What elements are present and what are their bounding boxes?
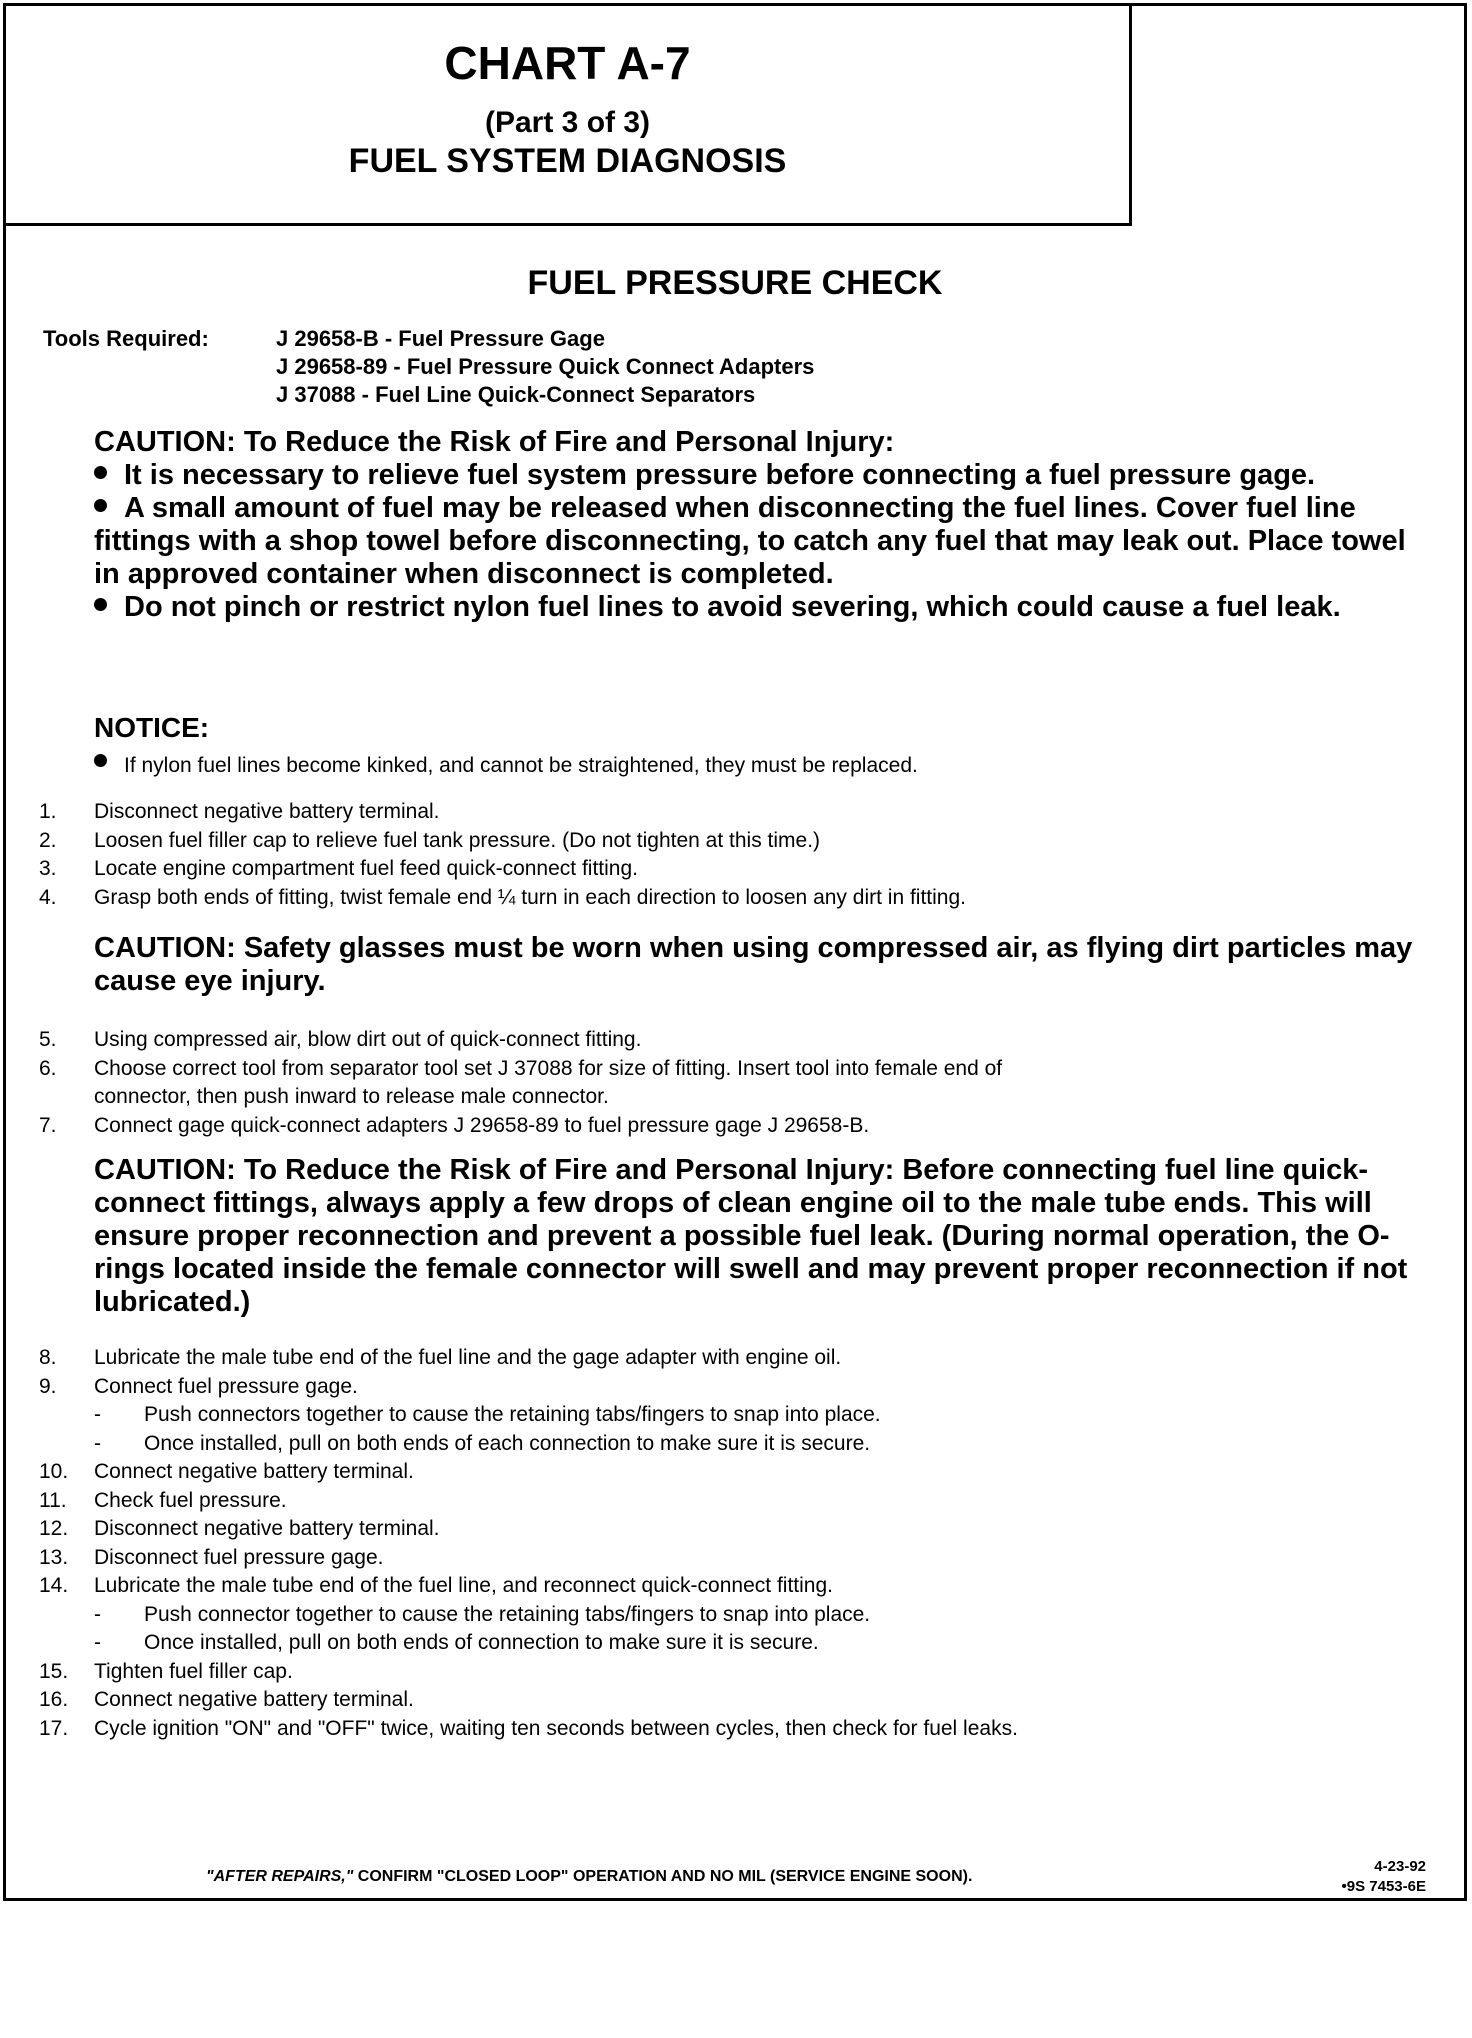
tools-label: Tools Required: — [43, 326, 209, 351]
document-date: 4-23-92 — [1374, 1858, 1426, 1875]
notice-heading: NOTICE: — [94, 712, 210, 743]
step-item — [39, 1112, 1002, 1141]
step-text: Lubricate the male tube end of the fuel line, and reconnect quick-connect fitting. — [94, 1574, 833, 1597]
step-text: Locate engine compartment fuel feed quick-connect fitting. — [94, 857, 638, 880]
caution-quick-connect — [94, 1154, 1414, 1319]
bullet-icon — [94, 470, 124, 484]
step-item — [39, 1344, 1018, 1373]
step-number: 7. — [39, 1113, 57, 1137]
step-text: Disconnect negative battery terminal. — [94, 800, 440, 823]
dash-marker: - — [94, 1403, 101, 1426]
step-item — [39, 1515, 1018, 1544]
step-number: 9. — [39, 1374, 57, 1398]
caution-bullet: It is necessary to relieve fuel system pressure before connecting a fuel pressure gage. — [94, 459, 1414, 492]
tool-item: J 29658-89 - Fuel Pressure Quick Connect Adapters — [276, 354, 815, 379]
step-item — [39, 1055, 1002, 1084]
chart-sheet — [3, 3, 1467, 1901]
step-item — [39, 1487, 1018, 1516]
step-text: Connect negative battery terminal. — [94, 1460, 414, 1483]
footer-note: "AFTER REPAIRS," CONFIRM "CLOSED LOOP" OPERATION AND NO MIL (SERVICE ENGINE SOON). — [206, 1868, 973, 1885]
chart-part: (Part 3 of 3) — [484, 106, 651, 139]
section-title: FUEL PRESSURE CHECK — [527, 264, 943, 302]
tool-item: J 29658-B - Fuel Pressure Gage — [276, 326, 605, 351]
bullet-icon — [94, 503, 124, 517]
step-number: 11. — [39, 1488, 67, 1512]
step-number: 15. — [39, 1659, 69, 1683]
dash-marker: - — [94, 1602, 101, 1626]
step-continuation: connector, then push inward to release male connector. — [94, 1085, 609, 1108]
step-number: 5. — [39, 1028, 57, 1051]
step-text: Lubricate the male tube end of the fuel line and the gage adapter with engine oil. — [94, 1346, 842, 1369]
steps-list-c — [39, 1344, 1018, 1743]
sub-step: - Push connector together to cause the retaining tabs/fingers to snap into place. — [39, 1601, 1018, 1630]
step-text: Cycle ignition "ON" and "OFF" twice, waiting ten seconds between cycles, then check for fuel leaks. — [94, 1716, 1018, 1740]
step-text: Grasp both ends of fitting, twist female end ¼ turn in each direction to loosen any dirt in fitting. — [94, 885, 966, 909]
step-number: 3. — [39, 857, 57, 880]
tool-item: J 37088 - Fuel Line Quick-Connect Separators — [276, 382, 756, 407]
step-item — [39, 1686, 1018, 1715]
step-text: Tighten fuel filler cap. — [94, 1659, 293, 1683]
step-text: Check fuel pressure. — [94, 1488, 287, 1512]
bullet-icon — [94, 758, 124, 772]
step-number: 17. — [39, 1716, 69, 1740]
step-number: 12. — [39, 1517, 69, 1540]
chart-title: CHART A-7 — [444, 37, 691, 89]
step-item — [39, 1715, 1018, 1744]
caution-bullet: A small amount of fuel may be released when disconnecting the fuel lines. Cover fuel line fittings with a shop towel before disconnecting, to catch any fuel that may leak out. Place towel in approved container when disconnect is completed. — [94, 492, 1406, 590]
step-item — [39, 798, 966, 827]
step-text: Disconnect negative battery terminal. — [94, 1517, 440, 1540]
step-number: 16. — [39, 1688, 69, 1711]
step-number: 4. — [39, 885, 57, 909]
step-text: Using compressed air, blow dirt out of quick-connect fitting. — [94, 1028, 642, 1051]
steps-list-b — [39, 1026, 1002, 1140]
step-text: Disconnect fuel pressure gage. — [94, 1545, 384, 1569]
step-item — [39, 1572, 1018, 1601]
steps-list-a — [39, 798, 966, 912]
step-number: 6. — [39, 1056, 57, 1080]
caution-fire-injury — [94, 426, 1414, 624]
sub-step: - Once installed, pull on both ends of connection to make sure it is secure. — [39, 1629, 1018, 1658]
step-item — [39, 884, 966, 913]
caution-text: CAUTION: Safety glasses must be worn when using compressed air, as flying dirt particles may cause eye injury. — [94, 932, 1413, 997]
step-item — [39, 1658, 1018, 1687]
dash-marker: - — [94, 1431, 101, 1455]
step-text: Connect negative battery terminal. — [94, 1688, 414, 1711]
step-number: 14. — [39, 1574, 69, 1597]
step-text: Choose correct tool from separator tool set J 37088 for size of fitting. Insert tool into female end of — [94, 1056, 1003, 1080]
dash-marker: - — [94, 1631, 101, 1654]
caution-text: CAUTION: To Reduce the Risk of Fire and Personal Injury: Before connecting fuel line quick-connect fittings, always apply a few drops of clean engine oil to the male tube ends. This will ensure proper reconnection and prevent a possible fuel leak. (During normal operation, the O-rings located inside the female connector will swell and may prevent proper reconnection if not lubricated.) — [94, 1154, 1408, 1318]
title-box — [6, 6, 1132, 226]
sub-step: - Once installed, pull on both ends of each connection to make sure it is secure. — [39, 1430, 1018, 1459]
step-item — [39, 1458, 1018, 1487]
bullet-icon — [94, 602, 124, 616]
caution-bullet: Do not pinch or restrict nylon fuel lines to avoid severing, which could cause a fuel leak. — [94, 591, 1414, 624]
step-item — [39, 1544, 1018, 1573]
step-number: 10. — [39, 1460, 69, 1483]
step-text: Loosen fuel filler cap to relieve fuel tank pressure. (Do not tighten at this time.) — [94, 828, 821, 852]
step-number: 13. — [39, 1545, 69, 1569]
step-number: 2. — [39, 828, 57, 852]
caution-safety-glasses — [94, 932, 1414, 998]
caution-heading: CAUTION: To Reduce the Risk of Fire and Personal Injury: — [94, 426, 895, 458]
document-code: •9S 7453-6E — [1341, 1878, 1426, 1895]
step-text: Connect fuel pressure gage. — [94, 1374, 358, 1398]
step-item — [39, 855, 966, 884]
step-item — [39, 1373, 1018, 1402]
step-number: 8. — [39, 1346, 57, 1369]
step-item — [39, 1026, 1002, 1055]
notice-item: If nylon fuel lines become kinked, and cannot be straightened, they must be replaced. — [94, 754, 918, 778]
step-text: Connect gage quick-connect adapters J 29658-89 to fuel pressure gage J 29658-B. — [94, 1113, 870, 1137]
step-item — [39, 827, 966, 856]
sub-step: - Push connectors together to cause the retaining tabs/fingers to snap into place. — [39, 1401, 1018, 1430]
step-number: 1. — [39, 800, 57, 823]
chart-subtitle: FUEL SYSTEM DIAGNOSIS — [348, 142, 787, 180]
